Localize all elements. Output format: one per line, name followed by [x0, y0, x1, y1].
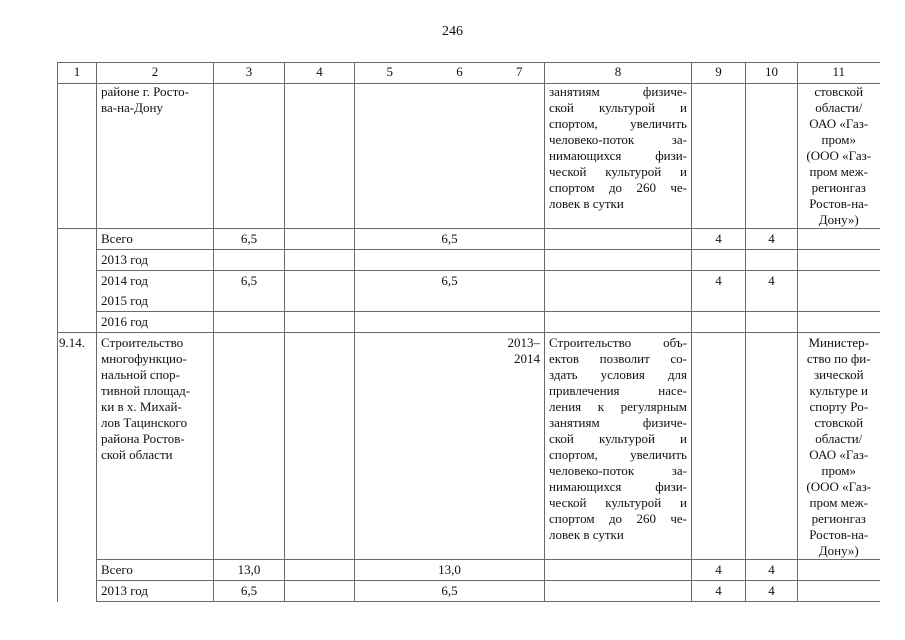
table-row: Всего 13,0 13,0 4 4: [58, 560, 880, 581]
row-label: Всего: [97, 229, 214, 250]
row-label: 2014 год: [97, 271, 214, 292]
row-label: 2015 год: [97, 291, 214, 312]
header-cell: 9: [692, 63, 746, 84]
header-row: [58, 63, 880, 84]
row-label: 2016 год: [97, 312, 214, 333]
item-number: 9.14.: [58, 333, 97, 602]
header-cell: 3: [214, 63, 285, 84]
program-table: [57, 62, 880, 602]
header-cell: 10: [746, 63, 798, 84]
table-row: 2014 год 6,5 6,5 4 4: [58, 271, 880, 292]
row-label: 2013 год: [97, 581, 214, 602]
header-cell: 5: [355, 63, 425, 84]
row-label: Всего: [97, 560, 214, 581]
continuation-name: районе г. Росто- ва-на-Дону: [97, 84, 214, 229]
header-cell: 6: [425, 63, 495, 84]
item-period: 2013– 2014: [495, 333, 545, 560]
row-label: 2013 год: [97, 250, 214, 271]
header-cell: 8: [545, 63, 692, 84]
header-cell: 4: [285, 63, 355, 84]
header-cell: 1: [58, 63, 97, 84]
continuation-effect: занятиям физиче- ской культурой и спортом, увеличить человеко-поток за- нимающихся физи- ческой культурой и спортом до 260 че- ловек в сутки: [545, 84, 692, 229]
item-name: Строительство многофункцио- нальной спор- тивной площад- ки в х. Михай- лов Тацинского района Ростов- ской области: [97, 333, 214, 560]
item-effect: Строительство объ- ектов позволит со- здать условия для привлечения насе- ления к регулярным занятиям физиче- ской культурой и спортом, увеличить человеко-поток за- нимающихся физи- ческой культурой и спортом до 260 че- ловек в сутки: [545, 333, 692, 560]
item-row-9-14: [58, 333, 880, 560]
header-cell: 7: [495, 63, 545, 84]
header-cell: 11: [798, 63, 880, 84]
table-row: Всего 6,5 6,5 4 4: [58, 229, 880, 250]
item-executor: Министер- ство по фи- зической культуре и спорту Ро- стовской области/ ОАО «Газ- пром» (ООО «Газ- пром меж- регионгаз Ростов-на- Дону»): [798, 333, 880, 560]
table-row: [58, 250, 880, 271]
table-row: [58, 312, 880, 333]
header-cell: 2: [97, 63, 214, 84]
page-number: 246: [442, 24, 463, 39]
table-row: [58, 291, 880, 312]
continuation-row: [58, 84, 880, 229]
continuation-executor: стовской области/ ОАО «Газ- пром» (ООО «Газ- пром меж- регионгаз Ростов-на- Дону»): [798, 84, 880, 229]
table-row: 2013 год 6,5 6,5 4 4: [58, 581, 880, 602]
